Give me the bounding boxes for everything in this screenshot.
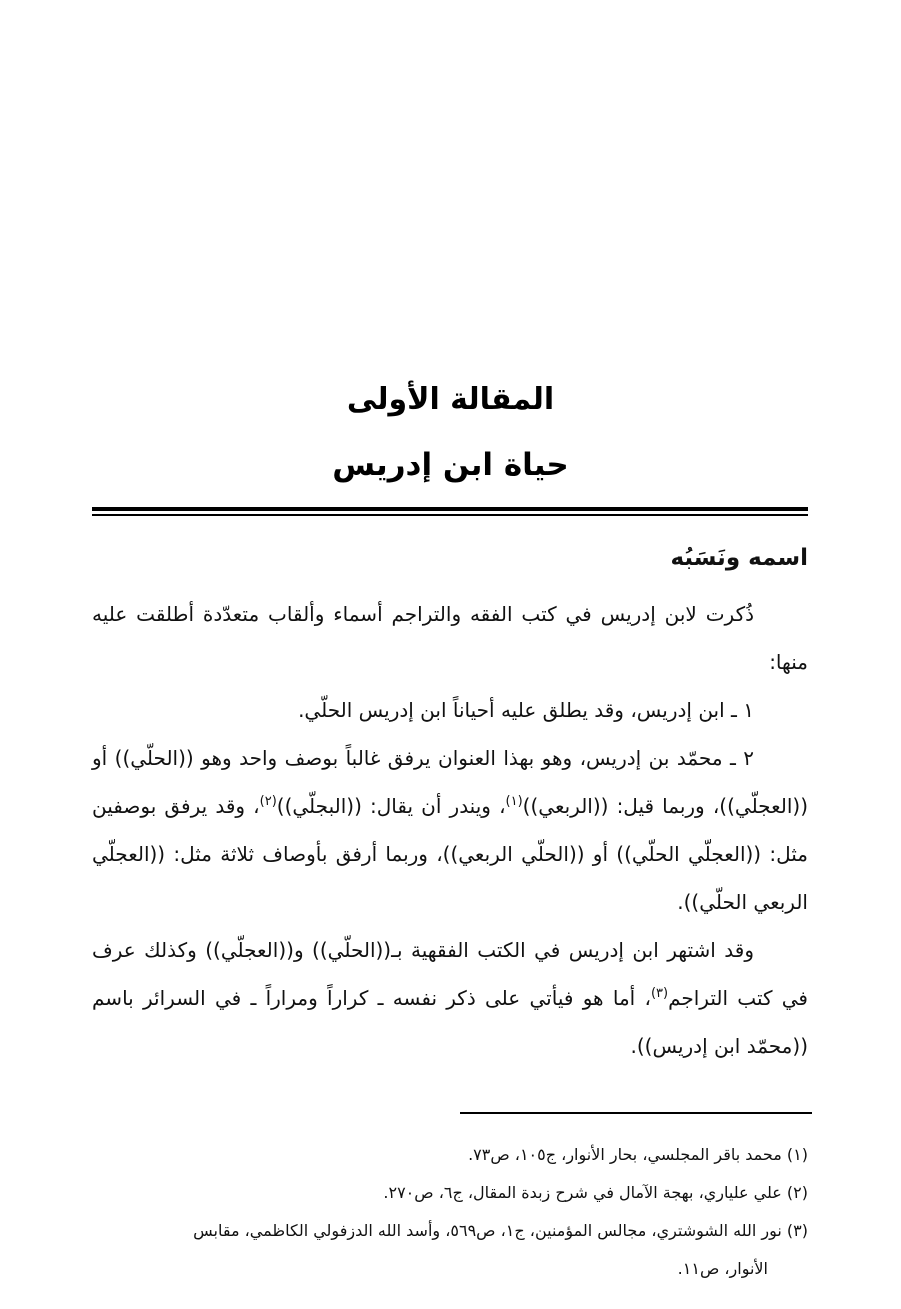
body-text [92,590,808,1070]
paragraph-fame-part-b: ، أما هو فيأتي على ذكر نفسه ـ كراراً ومراراً ـ في السرائر باسم ((محمّد ابن إدريس)). [92,986,808,1058]
section-heading: اسمه ونَسَبُه [670,545,808,571]
title-divider-thin [92,514,808,516]
paragraph-item-2-part-a: ٢ ـ محمّد بن إدريس، وهو بهذا العنوان يرفق غالباً بوصف واحد وهو ((الحلّي)) أو ((العجلّي))، وربما قيل: ((الربعي)) [92,746,808,818]
chapter-title: حياة ابن إدريس [332,447,569,483]
paragraph-item-2-part-b: ، ويندر أن يقال: ((البجلّي)) [276,794,506,818]
footnote-ref-1: (١) [505,794,523,809]
article-title: المقالة الأولى [346,382,555,417]
footnote-1: (١) محمد باقر المجلسي، بحار الأنوار، ج١٠٥، ص٧٣. [468,1145,808,1164]
footnote-ref-3: (٣) [650,986,669,1001]
paragraph-intro: ذُكرت لابن إدريس في كتب الفقه والتراجم أسماء وألقاب متعدّدة أطلقت عليه منها: [92,602,808,674]
footnote-ref-2: (٢) [259,794,277,809]
paragraph-fame-part-a: وقد اشتهر ابن إدريس في الكتب الفقهية بـ((الحلّي)) و((العجلّي)) وكذلك عرف في كتب التراجم [92,938,808,1010]
paragraph-item-2-part-c: ، وقد يرفق بوصفين مثل: ((العجلّي الحلّي)) أو ((الحلّي الربعي))، وربما أرفق بأوصاف ثلاثة مثل: ((العجلّي الربعي الحلّي)). [92,794,808,914]
footnote-2: (٢) علي علياري، بهجة الآمال في شرح زبدة المقال، ج٦، ص٢٧٠. [383,1183,808,1202]
paragraph-item-1: ١ ـ ابن إدريس، وقد يطلق عليه أحياناً ابن إدريس الحلّي. [298,698,754,722]
paragraph-item-2 [92,734,808,926]
footnote-separator [460,1112,812,1114]
title-divider-thick [92,507,808,511]
paragraph-fame [92,926,808,1070]
footnote-3: (٣) نور الله الشوشتري، مجالس المؤمنين، ج١، ص٥٦٩، وأسد الله الدزفولي الكاظمي، مقابس [193,1221,808,1240]
footnotes [92,1137,808,1289]
footnote-3-continuation: الأنوار، ص١١. [677,1259,768,1278]
